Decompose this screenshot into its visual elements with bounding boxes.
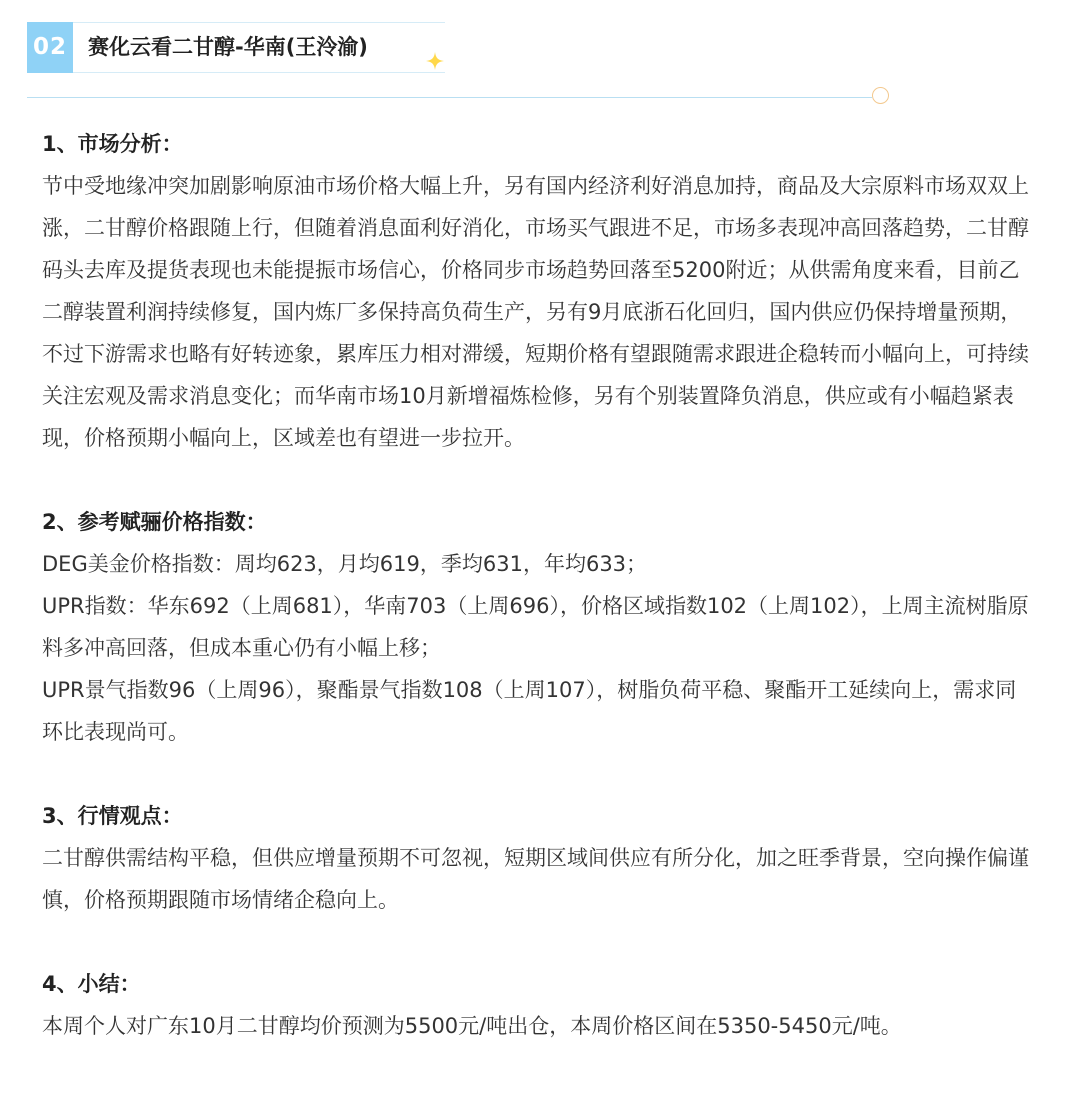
paragraph: 二甘醇供需结构平稳，但供应增量预期不可忽视，短期区域间供应有所分化，加之旺季背景，空向操作偏谨慎，价格预期跟随市场情绪企稳向上。	[42, 846, 1029, 912]
section-heading: 1、市场分析：	[42, 132, 183, 156]
sparkle-icon	[425, 51, 445, 71]
section-summary	[42, 963, 1032, 1047]
paragraph: 节中受地缘冲突加剧影响原油市场价格大幅上升，另有国内经济利好消息加持，商品及大宗原料市场双双上涨，二甘醇价格跟随上行，但随着消息面利好消化，市场买气跟进不足，市场多表现冲高回落趋势，二甘醇码头去库及提货表现也未能提振市场信心，价格同步市场趋势回落至5200附近；从供需角度来看，目前乙二醇装置利润持续修复，国内炼厂多保持高负荷生产，另有9月底浙石化回归，国内供应仍保持增量预期，不过下游需求也略有好转迹象，累库压力相对滞缓，短期价格有望跟随需求跟进企稳转而小幅向上，可持续关注宏观及需求消息变化；而华南市场10月新增福炼检修，另有个别装置降负消息，供应或有小幅趋紧表现，价格预期小幅向上，区域差也有望进一步拉开。	[42, 174, 1029, 450]
section-heading: 4、小结：	[42, 972, 141, 996]
section-title: 赛化云看二甘醇-华南(王泠渝)	[88, 35, 368, 59]
header-divider	[27, 97, 872, 98]
section-number-badge: 02	[27, 22, 73, 73]
paragraph: 本周个人对广东10月二甘醇均价预测为5500元/吨出仓，本周价格区间在5350-5450元/吨。	[42, 1014, 902, 1038]
section-market-analysis	[42, 123, 1032, 459]
section-heading: 3、行情观点：	[42, 804, 183, 828]
section-market-view	[42, 795, 1032, 921]
paragraph: DEG美金价格指数：周均623，月均619，季均631，年均633；	[42, 552, 648, 576]
article-body	[42, 123, 1032, 1047]
section-header	[27, 22, 445, 73]
paragraph: UPR指数：华东692（上周681），华南703（上周696），价格区域指数102（上周102），上周主流树脂原料多冲高回落，但成本重心仍有小幅上移；	[42, 594, 1029, 660]
circle-icon	[872, 87, 889, 104]
section-price-index	[42, 501, 1032, 753]
paragraph: UPR景气指数96（上周96），聚酯景气指数108（上周107），树脂负荷平稳、聚酯开工延续向上，需求同环比表现尚可。	[42, 678, 1017, 744]
section-heading: 2、参考赋骊价格指数：	[42, 510, 267, 534]
